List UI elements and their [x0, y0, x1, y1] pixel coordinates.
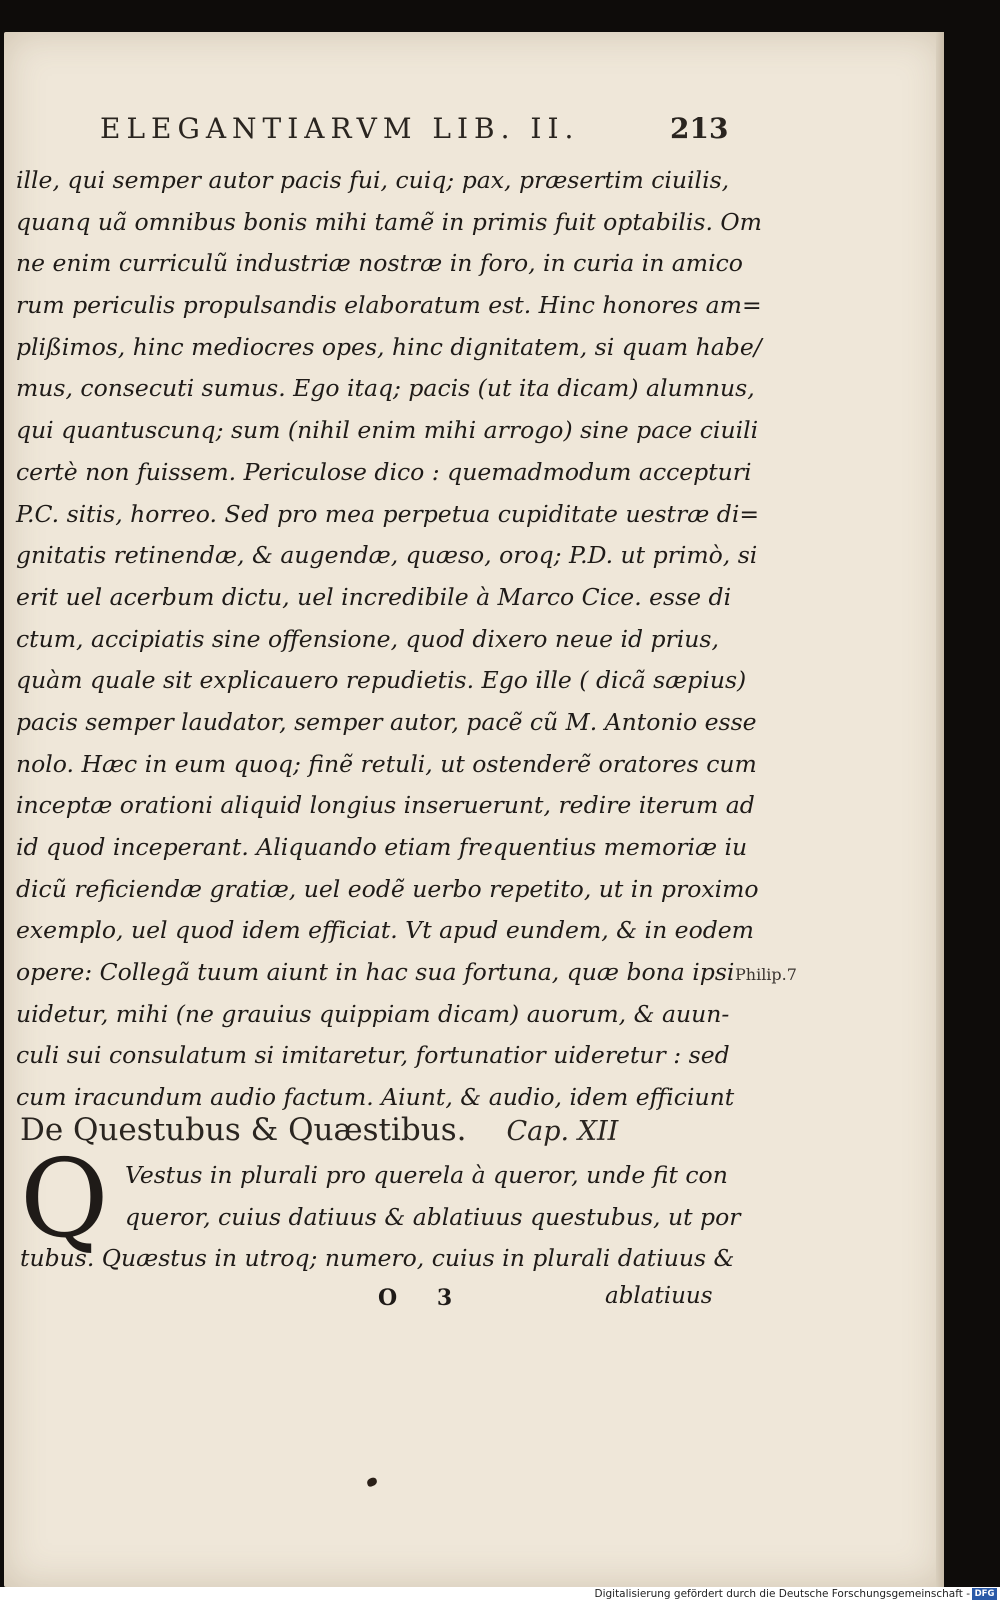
text-line: gnitatis retinendæ, & augendæ, quæso, oroq; P.D. ut primò, si [16, 541, 758, 570]
body-text [16, 160, 762, 1119]
text-line: uidetur, mihi (ne grauius quippiam dicam) auorum, & auun- [16, 999, 730, 1028]
text-line: qui quantuscunq; sum (nihil enim mihi arrogo) sine pace ciuili [16, 416, 759, 445]
text-line: plißimos, hinc mediocres opes, hinc dignitatem, si quam habe/ [16, 332, 762, 361]
text-line: erit uel acerbum dictu, uel incredibile à Marco Cice. esse di [16, 582, 732, 611]
text-line: inceptæ orationi aliquid longius inseruerunt, redire iterum ad [16, 791, 755, 820]
footer-bar [0, 1587, 1000, 1602]
text-line: rum periculis propulsandis elaboratum est. Hinc honores am= [16, 291, 762, 320]
text-line: queror, cuius datiuus & ablatiuus questubus, ut por [125, 1202, 741, 1231]
chapter-heading [20, 1112, 720, 1148]
drop-cap: Q [20, 1137, 109, 1262]
running-head: ELEGANTIARVM LIB. II. [100, 112, 580, 145]
text-line: pacis semper laudator, semper autor, pacẽ cũ M. Antonio esse [16, 707, 757, 736]
margin-note: Philip.7 [735, 965, 797, 984]
text-line: Vestus in plurali pro querela à queror, unde fit con [125, 1161, 728, 1189]
text-line: nolo. Hæc in eum quoq; finẽ retuli, ut ostenderẽ oratores cum [16, 749, 757, 778]
text-line: P.C. sitis, horreo. Sed pro mea perpetua cupiditate uestræ di= [16, 499, 760, 528]
chapter-text [125, 1155, 741, 1238]
text-line: ille, qui semper autor pacis fui, cuiq; pax, præsertim ciuilis, [16, 166, 730, 194]
chapter-number: Cap. XII [506, 1116, 619, 1147]
footer-credit: Digitalisierung gefördert durch die Deutsche Forschungsgemeinschaft - [594, 1588, 970, 1600]
text-line: id quod inceperant. Aliquando etiam frequentius memoriæ iu [16, 833, 748, 861]
page-number: 213 [670, 112, 729, 145]
text-line: opere: Collegã tuum aiunt in hac sua fortuna, quæ bona ipsi [16, 958, 735, 987]
catchword: ablatiuus [605, 1283, 713, 1309]
text-line: culi sui consulatum si imitaretur, fortunatior uideretur : sed [16, 1041, 730, 1070]
text-line: ne enim curriculũ industriæ nostræ in foro, in curia in amico [16, 249, 743, 278]
chapter-title: De Questubus & Quæstibus. [20, 1112, 467, 1148]
dfg-logo: DFG [972, 1588, 997, 1600]
text-line: tubus. Quæstus in utroq; numero, cuius in plurali datiuus & [20, 1244, 735, 1272]
text-line: mus, consecuti sumus. Ego itaq; pacis (ut ita dicam) alumnus, [16, 374, 755, 403]
text-line: quanq uã omnibus bonis mihi tamẽ in primis fuit optabilis. Om [16, 207, 762, 236]
text-line: quàm quale sit explicauero repudietis. Ego ille ( dicã sæpius) [16, 666, 747, 695]
text-line: cum iracundum audio factum. Aiunt, & audio, idem efficiunt [16, 1083, 735, 1112]
text-line: certè non fuissem. Periculose dico : quemadmodum accepturi [16, 457, 752, 486]
page-edge [936, 32, 944, 1587]
text-line: exemplo, uel quod idem efficiat. Vt apud eundem, & in eodem [16, 916, 754, 945]
signature-mark: O 3 [378, 1285, 453, 1311]
text-line: ctum, accipiatis sine offensione, quod dixero neue id prius, [16, 624, 719, 653]
text-line: dicũ reficiendæ gratiæ, uel eodẽ uerbo repetito, ut in proximo [16, 874, 759, 903]
